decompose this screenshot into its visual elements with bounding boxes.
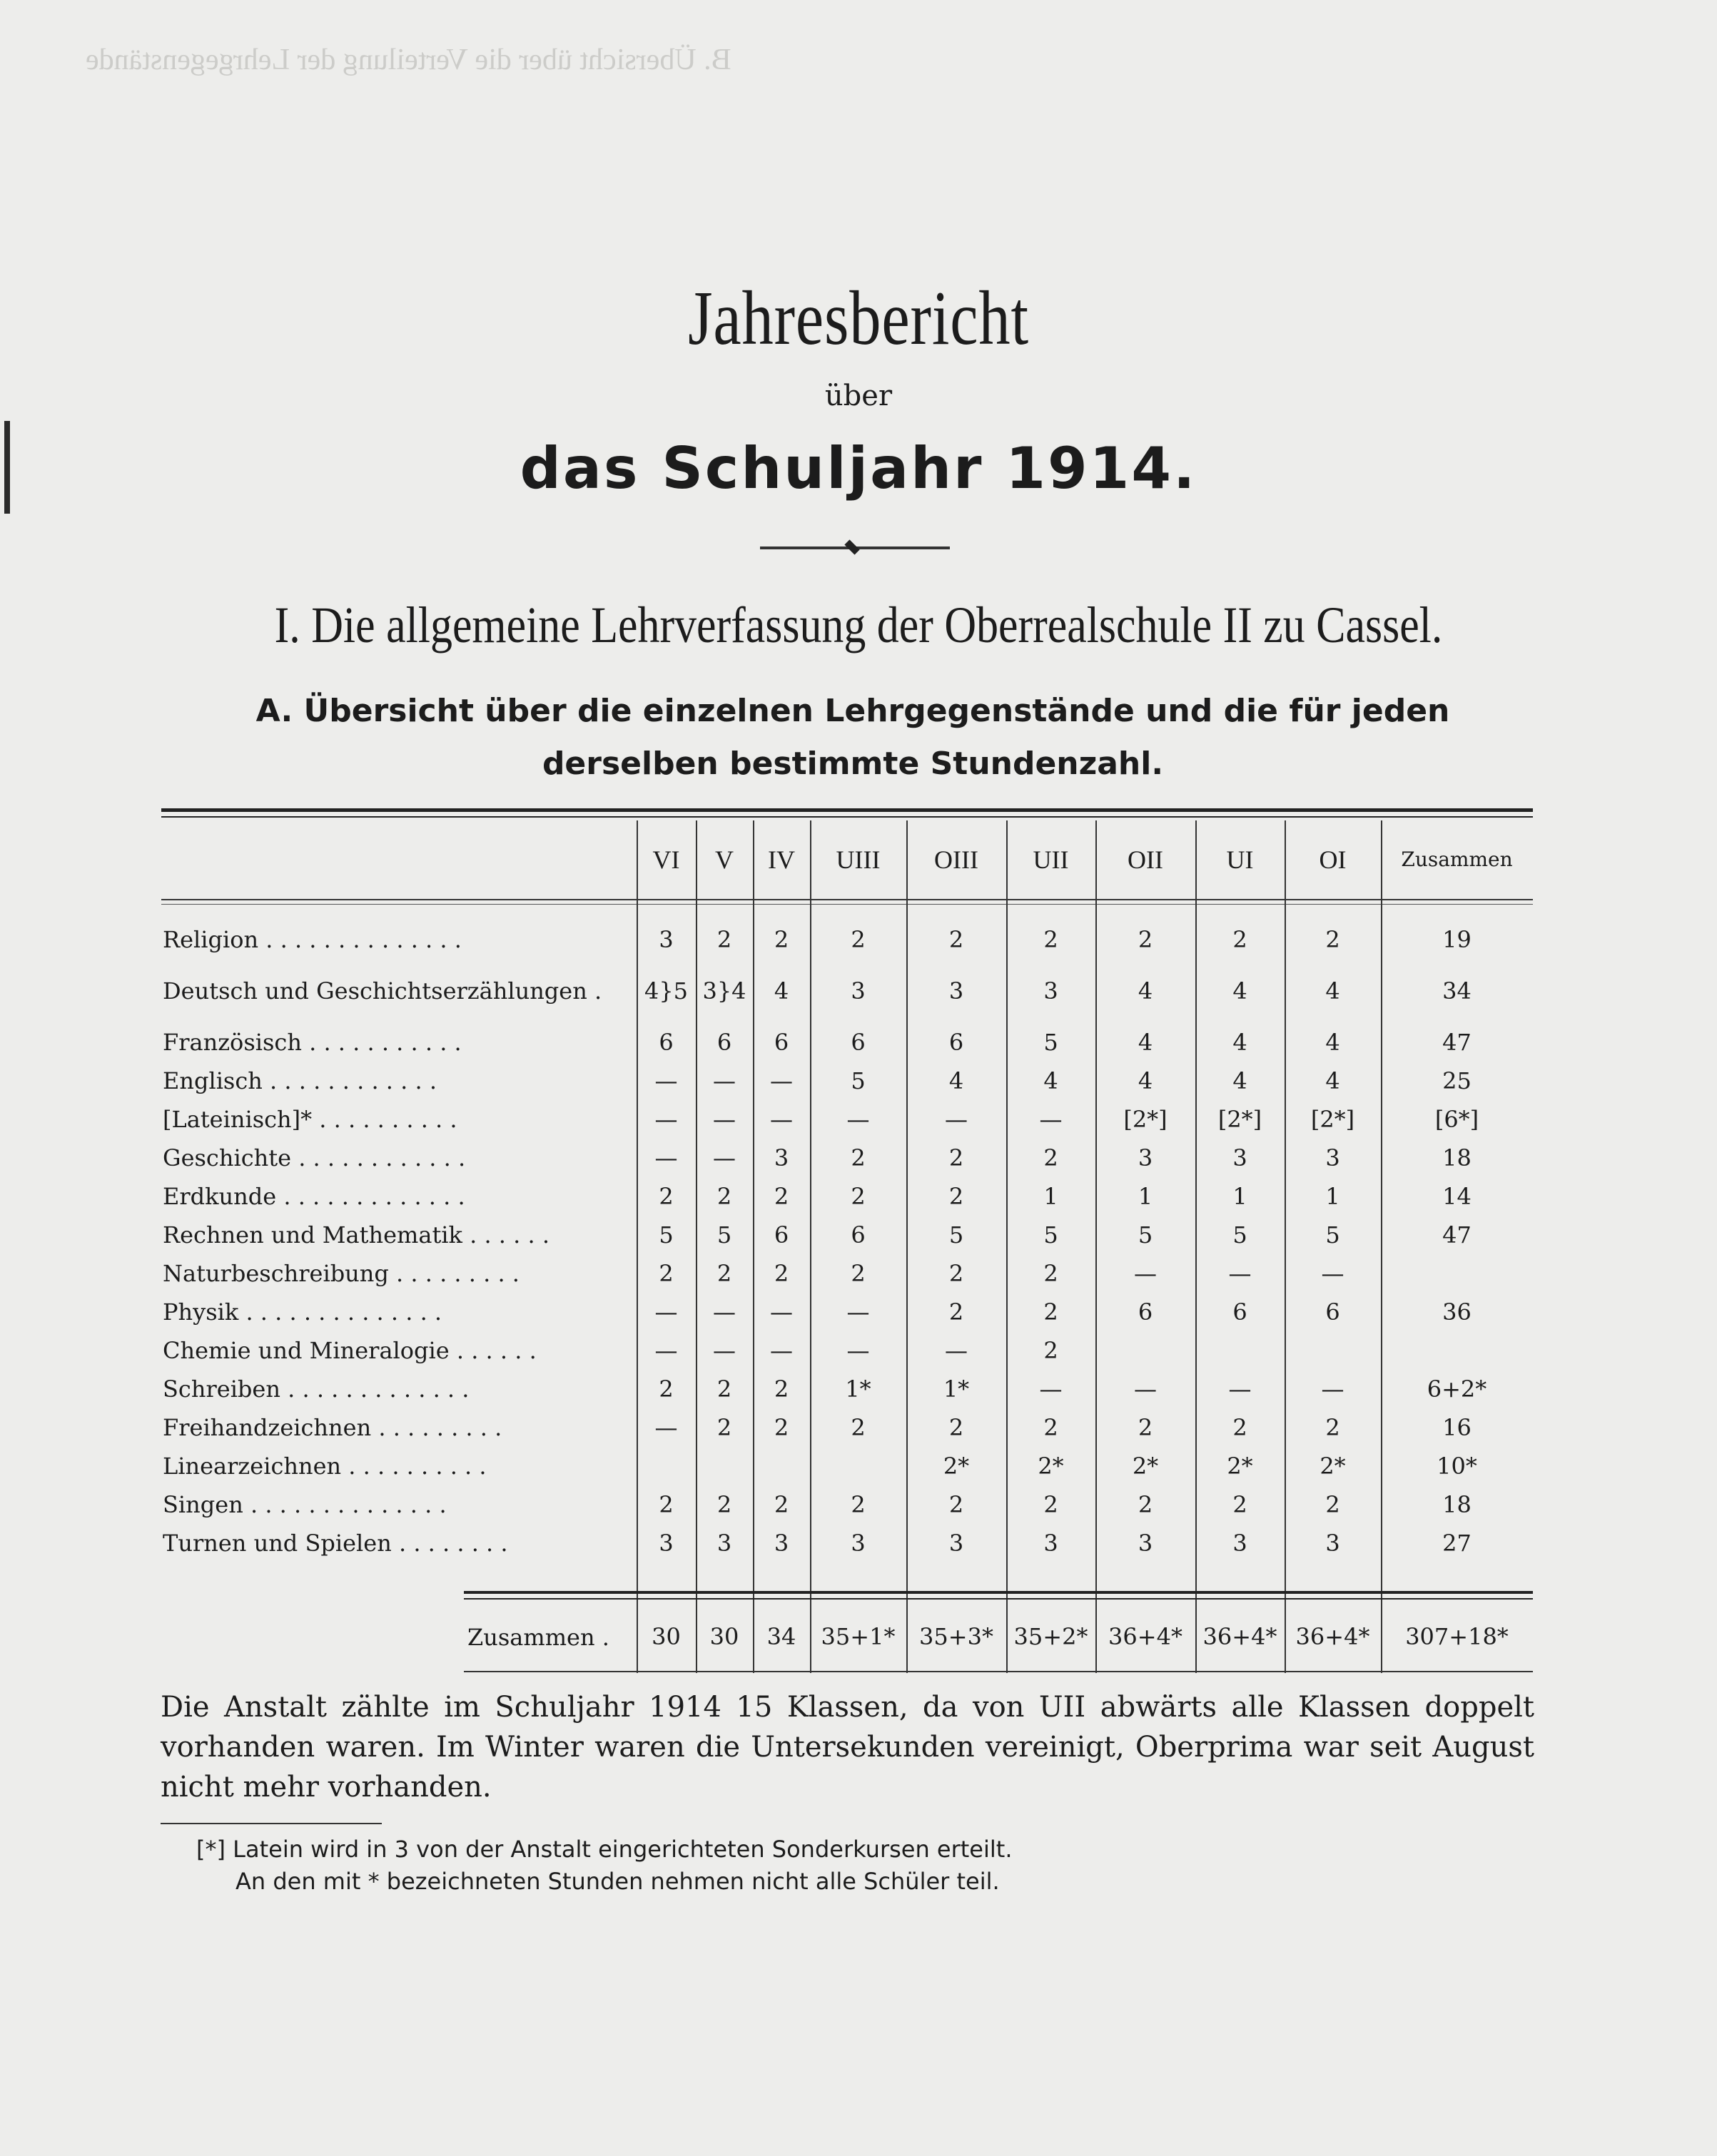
table-cell: —	[770, 1337, 793, 1364]
section-heading-A: A. Übersicht über die einzelnen Lehrgegenstände und die für jeden derselben bestimmte Stundenzahl.	[255, 693, 1450, 782]
table-cell: 2	[1043, 1144, 1058, 1171]
table-cell: 2	[1232, 926, 1247, 953]
table-cell: —	[713, 1337, 736, 1364]
table-cell: 3	[716, 1530, 732, 1557]
table-cell: 1*	[943, 1376, 970, 1403]
table-cell: 2	[1232, 1491, 1247, 1518]
table-top-rule	[161, 808, 1533, 812]
table-cell: 2	[1043, 1298, 1058, 1326]
total-cell: 307+18*	[1405, 1623, 1509, 1650]
table-cell: 4	[1325, 1029, 1340, 1056]
table-cell: 2*	[1132, 1453, 1159, 1480]
table-cell: 3	[1138, 1144, 1153, 1171]
table-cell: 18	[1442, 1144, 1472, 1171]
table-cell: 3	[659, 926, 674, 953]
table-cell: [6*]	[1434, 1106, 1479, 1133]
table-cell	[1381, 1256, 1533, 1291]
row-label: Physik . . . . . . . . . . . . . .	[163, 1298, 442, 1326]
row-label: Deutsch und Geschichtserzählungen .	[163, 977, 602, 1005]
table-cell: 5	[1232, 1221, 1247, 1249]
table-cell: —	[846, 1298, 870, 1326]
table-cell: 34	[1442, 977, 1472, 1005]
table-cell: 2	[948, 926, 964, 953]
table-cell: 4	[1232, 977, 1247, 1005]
bleed-through-heading: B. Übersicht über die Verteilung der Lehrgegenstände	[86, 44, 731, 76]
table-cell: —	[654, 1144, 678, 1171]
table-cell: —	[654, 1106, 678, 1133]
row-label: Singen . . . . . . . . . . . . . .	[163, 1491, 447, 1518]
table-cell	[1285, 1333, 1381, 1368]
row-label: Religion . . . . . . . . . . . . . .	[163, 926, 462, 953]
column-header: V	[715, 845, 734, 874]
table-cell: 4	[774, 977, 789, 1005]
table-cell: 3	[659, 1530, 674, 1557]
table-cell: 3	[1138, 1530, 1153, 1557]
total-cell: 35+1*	[821, 1623, 896, 1650]
table-cell: 2	[1232, 1414, 1247, 1441]
table-cell: [2*]	[1123, 1106, 1168, 1133]
table-cell: 2	[1325, 1491, 1340, 1518]
table-cell: 4	[1043, 1067, 1058, 1094]
table-cell: 19	[1442, 926, 1472, 953]
table-cell: —	[1039, 1376, 1063, 1403]
table-cell: 47	[1442, 1221, 1472, 1249]
column-header: VI	[652, 845, 680, 874]
table-cell: 10*	[1437, 1453, 1477, 1480]
table-cell: —	[713, 1144, 736, 1171]
table-cell: 2	[716, 1260, 732, 1287]
table-cell: 4	[1232, 1067, 1247, 1094]
table-cell: 2	[1138, 926, 1153, 953]
table-cell: 2	[948, 1260, 964, 1287]
table-cell: 2	[659, 1260, 674, 1287]
table-cell: 2	[1043, 1491, 1058, 1518]
table-cell: 4	[948, 1067, 964, 1094]
page-title: Jahresbericht	[688, 276, 1029, 361]
table-cell: 2	[659, 1376, 674, 1403]
footnote-rule	[161, 1823, 382, 1824]
table-cell: 18	[1442, 1491, 1472, 1518]
column-header: OI	[1319, 845, 1347, 874]
table-cell: 16	[1442, 1414, 1472, 1441]
footnote-2: An den mit * bezeichneten Stunden nehmen nicht alle Schüler teil.	[235, 1868, 1000, 1895]
column-header: IV	[768, 845, 795, 874]
column-header: UII	[1033, 845, 1069, 874]
table-cell: 5	[659, 1221, 674, 1249]
row-label: Französisch . . . . . . . . . . .	[163, 1029, 462, 1056]
table-sum-rule	[464, 1591, 1533, 1594]
table-cell: 2	[659, 1183, 674, 1210]
table-cell: —	[654, 1067, 678, 1094]
table-cell: 14	[1442, 1183, 1472, 1210]
column-header: Zusammen	[1401, 848, 1513, 871]
table-cell: 2	[774, 1376, 789, 1403]
table-cell: 2	[1138, 1491, 1153, 1518]
table-cell	[1095, 1333, 1195, 1368]
table-cell: 4	[1138, 977, 1153, 1005]
table-cell: —	[770, 1106, 793, 1133]
table-cell: 5	[1043, 1221, 1058, 1249]
table-cell: 47	[1442, 1029, 1472, 1056]
table-cell: [2*]	[1310, 1106, 1355, 1133]
column-header: OII	[1128, 845, 1163, 874]
table-cell: 2	[774, 1491, 789, 1518]
table-cell	[810, 1449, 906, 1483]
table-cell: 3	[1325, 1144, 1340, 1171]
table-header-rule	[161, 899, 1533, 900]
table-cell: 6	[851, 1029, 866, 1056]
table-cell: 2	[851, 1260, 866, 1287]
table-sum-rule-thin	[464, 1598, 1533, 1600]
table-cell: 3	[851, 977, 866, 1005]
table-cell: 2	[716, 1376, 732, 1403]
table-cell: 2	[716, 926, 732, 953]
table-cell: 2	[659, 1491, 674, 1518]
table-cell: 4	[1325, 977, 1340, 1005]
table-cell: —	[1228, 1260, 1252, 1287]
table-cell: 3}4	[702, 977, 746, 1005]
table-cell: 2	[948, 1183, 964, 1210]
table-cell: 2	[774, 1260, 789, 1287]
table-cell: 5	[1325, 1221, 1340, 1249]
table-cell: 2	[851, 1183, 866, 1210]
table-cell: 4}5	[644, 977, 689, 1005]
table-cell: 6	[774, 1029, 789, 1056]
table-cell: —	[770, 1067, 793, 1094]
table-cell: 2*	[1227, 1453, 1253, 1480]
row-label: Schreiben . . . . . . . . . . . . .	[163, 1376, 470, 1403]
table-cell: —	[713, 1067, 736, 1094]
table-cell: 2*	[1038, 1453, 1064, 1480]
table-cell: 2	[1325, 1414, 1340, 1441]
table-cell: —	[713, 1298, 736, 1326]
table-cell: 1	[1325, 1183, 1340, 1210]
table-cell: 2	[716, 1491, 732, 1518]
table-cell: 2	[948, 1491, 964, 1518]
total-row-label: Zusammen .	[467, 1624, 609, 1651]
row-label: [Lateinisch]* . . . . . . . . . .	[163, 1106, 457, 1133]
table-cell: 36	[1442, 1298, 1472, 1326]
table-cell: 4	[1138, 1029, 1153, 1056]
table-cell: —	[1228, 1376, 1252, 1403]
column-header: UI	[1226, 845, 1254, 874]
table-cell: 2	[1043, 1414, 1058, 1441]
table-cell: 3	[774, 1144, 789, 1171]
table-cell: —	[846, 1106, 870, 1133]
total-cell: 36+4*	[1202, 1623, 1277, 1650]
table-cell: 3	[774, 1530, 789, 1557]
table-cell: 1	[1043, 1183, 1058, 1210]
table-bottom-rule	[464, 1671, 1533, 1672]
table-cell: 2	[716, 1414, 732, 1441]
table-cell: 1	[1138, 1183, 1153, 1210]
row-label: Linearzeichnen . . . . . . . . . .	[163, 1453, 487, 1480]
total-cell: 35+2*	[1013, 1623, 1088, 1650]
footnote-1: [*] Latein wird in 3 von der Anstalt eingerichteten Sonderkursen erteilt.	[196, 1836, 1013, 1863]
table-cell: 4	[1138, 1067, 1153, 1094]
table-cell: —	[770, 1298, 793, 1326]
table-cell: 6	[659, 1029, 674, 1056]
table-cell: 6+2*	[1427, 1376, 1487, 1403]
table-cell: 27	[1442, 1530, 1472, 1557]
table-cell: 6	[1138, 1298, 1153, 1326]
row-label: Chemie und Mineralogie . . . . . .	[163, 1337, 537, 1364]
table-cell: 3	[1325, 1530, 1340, 1557]
table-cell: 3	[948, 977, 964, 1005]
table-cell	[637, 1449, 696, 1483]
table-cell: 3	[1043, 1530, 1058, 1557]
total-cell: 30	[709, 1623, 739, 1650]
table-cell: 2	[851, 1144, 866, 1171]
table-cell: 4	[1232, 1029, 1247, 1056]
table-cell: 5	[851, 1067, 866, 1094]
section-heading-I: I. Die allgemeine Lehrverfassung der Oberrealschule II zu Cassel.	[274, 596, 1443, 654]
table-cell: 2*	[943, 1453, 970, 1480]
table-cell: 3	[1232, 1530, 1247, 1557]
total-cell: 36+4*	[1108, 1623, 1182, 1650]
table-cell: 2	[774, 1414, 789, 1441]
table-cell: 6	[851, 1221, 866, 1249]
table-cell: 2	[851, 1491, 866, 1518]
table-cell	[753, 1449, 810, 1483]
table-cell: 5	[716, 1221, 732, 1249]
table-cell: 5	[948, 1221, 964, 1249]
column-header: UIII	[836, 845, 881, 874]
table-cell: 2	[1043, 1337, 1058, 1364]
table-cell: —	[1321, 1260, 1344, 1287]
table-cell: 25	[1442, 1067, 1472, 1094]
page-subtitle: das Schuljahr 1914.	[520, 435, 1197, 502]
table-header-rule-thin	[161, 904, 1533, 905]
row-label: Naturbeschreibung . . . . . . . . .	[163, 1260, 520, 1287]
table-cell: 2*	[1320, 1453, 1346, 1480]
row-label: Freihandzeichnen . . . . . . . . .	[163, 1414, 502, 1441]
table-cell: —	[654, 1298, 678, 1326]
table-cell: —	[1039, 1106, 1063, 1133]
title-connector: über	[824, 380, 893, 412]
table-cell: 2	[1043, 926, 1058, 953]
table-cell: —	[945, 1337, 968, 1364]
table-cell: [2*]	[1217, 1106, 1262, 1133]
table-cell	[1195, 1333, 1285, 1368]
table-cell: 2	[948, 1414, 964, 1441]
table-cell: 2	[851, 926, 866, 953]
table-cell: 6	[1325, 1298, 1340, 1326]
table-cell: —	[1321, 1376, 1344, 1403]
ornament-divider	[760, 546, 950, 549]
table-cell: —	[1134, 1260, 1157, 1287]
table-cell: 2	[948, 1144, 964, 1171]
table-cell: 2	[1138, 1414, 1153, 1441]
table-cell: 3	[1043, 977, 1058, 1005]
table-cell: 6	[1232, 1298, 1247, 1326]
table-cell: —	[945, 1106, 968, 1133]
table-cell: 1*	[845, 1376, 871, 1403]
table-cell: —	[654, 1337, 678, 1364]
table-cell: 6	[948, 1029, 964, 1056]
table-cell: 2	[1043, 1260, 1058, 1287]
table-cell: 2	[774, 926, 789, 953]
table-cell: 6	[774, 1221, 789, 1249]
row-label: Geschichte . . . . . . . . . . . .	[163, 1144, 466, 1171]
total-cell: 35+3*	[919, 1623, 993, 1650]
row-label: Erdkunde . . . . . . . . . . . . .	[163, 1183, 465, 1210]
table-cell: —	[846, 1337, 870, 1364]
row-label: Rechnen und Mathematik . . . . . .	[163, 1221, 549, 1249]
body-paragraph: Die Anstalt zählte im Schuljahr 1914 15 Klassen, da von UII abwärts alle Klassen doppelt vorhanden waren. Im Winter waren die Untersekunden vereinigt, Oberprima war seit August nicht mehr vorhanden.	[161, 1691, 1534, 1804]
table-cell: 5	[1138, 1221, 1153, 1249]
table-top-rule-thin	[161, 816, 1533, 818]
table-cell: 2	[774, 1183, 789, 1210]
table-cell: 3	[1232, 1144, 1247, 1171]
total-cell: 30	[652, 1623, 681, 1650]
table-cell: 4	[1325, 1067, 1340, 1094]
table-cell: 3	[851, 1530, 866, 1557]
table-cell: 2	[948, 1298, 964, 1326]
table-cell: —	[654, 1414, 678, 1441]
row-label: Englisch . . . . . . . . . . . .	[163, 1067, 437, 1094]
table-cell: 2	[851, 1414, 866, 1441]
table-cell: 2	[716, 1183, 732, 1210]
table-cell	[1381, 1333, 1533, 1368]
table-cell: 3	[948, 1530, 964, 1557]
table-cell: 2	[1325, 926, 1340, 953]
row-label: Turnen und Spielen . . . . . . . .	[163, 1530, 508, 1557]
column-header: OIII	[934, 845, 978, 874]
total-cell: 36+4*	[1295, 1623, 1370, 1650]
table-cell: 5	[1043, 1029, 1058, 1056]
table-cell	[696, 1449, 753, 1483]
table-cell: 1	[1232, 1183, 1247, 1210]
table-cell: —	[1134, 1376, 1157, 1403]
total-cell: 34	[766, 1623, 796, 1650]
table-cell: —	[713, 1106, 736, 1133]
table-cell: 6	[716, 1029, 732, 1056]
